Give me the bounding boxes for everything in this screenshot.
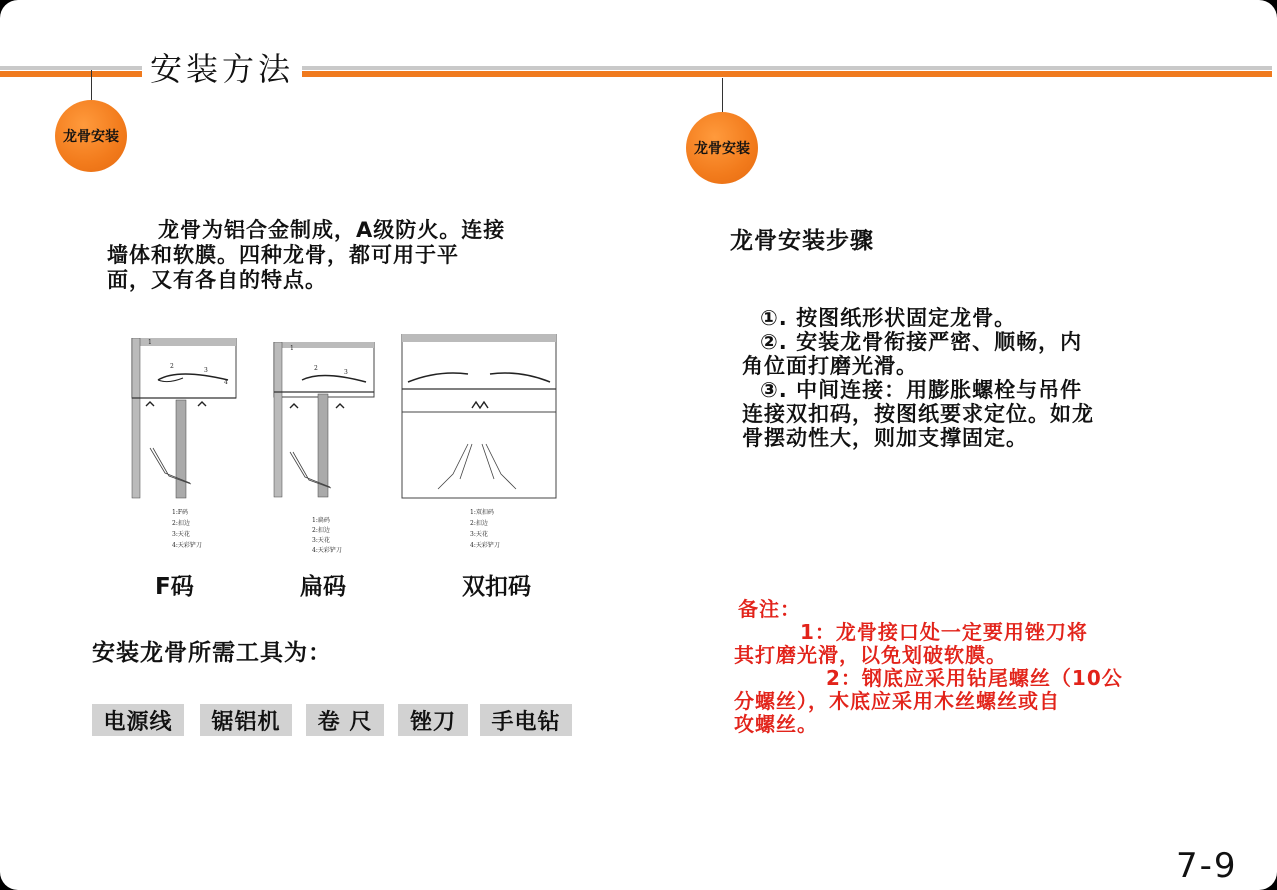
diagram-legend-item: 3:天花 — [172, 531, 190, 538]
note-line-4: 分螺丝），木底应采用木丝螺丝或自 — [734, 689, 1060, 713]
diagram-legend-item: 1:扁码 — [312, 517, 330, 524]
svg-text:2: 2 — [314, 365, 318, 372]
note-line-2: 其打磨光滑，以免划破软膜。 — [734, 643, 1007, 667]
note-title: 备注： — [738, 597, 801, 621]
svg-text:2: 2 — [170, 363, 174, 370]
header-rule-gray-right — [302, 66, 1272, 70]
diagram-legend-item: 4:天彩铲刀 — [312, 547, 342, 554]
tools-heading: 安装龙骨所需工具为： — [92, 640, 332, 666]
note-line-1: 1：龙骨接口处一定要用锉刀将 — [800, 620, 1088, 644]
step-line-6: 骨摆动性大，则加支撑固定。 — [742, 426, 1028, 450]
intro-line-2: 墙体和软膜。四种龙骨，都可用于平 — [107, 243, 459, 267]
intro-line-1: 龙骨为铝合金制成，A级防火。连接 — [158, 218, 506, 242]
tool-aluminum-saw: 锯铝机 — [200, 704, 292, 736]
diagram-legend-item: 2:扣边 — [172, 520, 190, 527]
step-line-5: 连接双扣码，按图纸要求定位。如龙 — [742, 402, 1094, 426]
svg-text:1: 1 — [148, 339, 152, 346]
header-rule-gray — [0, 66, 142, 70]
svg-text:3: 3 — [344, 369, 348, 376]
steps-heading: 龙骨安装步骤 — [730, 228, 874, 254]
diagram-legend-item: 3:天花 — [312, 537, 330, 544]
diagram-label-double-code: 双扣码 — [462, 574, 531, 600]
diagram-legend-item: 4:天彩铲刀 — [172, 542, 202, 549]
section-badge-right: 龙骨安装 — [686, 112, 758, 184]
header-rule-orange — [0, 71, 142, 77]
svg-text:1: 1 — [290, 345, 294, 352]
diagram-legend-item: 2:扣边 — [312, 527, 330, 534]
diagram-legend-item: 3:天花 — [470, 531, 488, 538]
tool-file: 锉刀 — [398, 704, 468, 736]
badge-stem-right — [722, 78, 723, 112]
diagram-f-code — [128, 338, 243, 558]
diagram-legend-item: 2:扣边 — [470, 520, 488, 527]
note-line-3: 2：钢底应采用钻尾螺丝（10公 — [826, 666, 1123, 690]
diagram-double-code — [398, 334, 560, 556]
diagram-legend-item: 1:F码 — [172, 509, 189, 516]
svg-text:4: 4 — [224, 379, 228, 386]
tool-hand-drill: 手电钻 — [480, 704, 572, 736]
diagram-flat-code — [270, 342, 380, 557]
step-line-1: ①. 按图纸形状固定龙骨。 — [760, 306, 1017, 330]
section-badge-left: 龙骨安装 — [55, 100, 127, 172]
tool-tape-measure: 卷 尺 — [306, 704, 384, 736]
diagram-legend-item: 1:双扣码 — [470, 509, 494, 516]
tool-power-cable: 电源线 — [92, 704, 184, 736]
page-number: 7-9 — [1176, 846, 1238, 886]
step-line-4: ③. 中间连接：用膨胀螺栓与吊件 — [760, 378, 1083, 402]
page-title: 安装方法 — [150, 50, 295, 88]
intro-line-3: 面，又有各自的特点。 — [107, 268, 327, 292]
diagram-label-f-code: F码 — [155, 574, 194, 600]
diagram-legend-item: 4:天彩铲刀 — [470, 542, 500, 549]
step-line-3: 角位面打磨光滑。 — [742, 354, 918, 378]
svg-text:3: 3 — [204, 367, 208, 374]
header-rule-orange-right — [302, 71, 1272, 77]
badge-stem-left — [91, 70, 92, 102]
diagram-label-flat-code: 扁码 — [300, 574, 346, 600]
step-line-2: ②. 安装龙骨衔接严密、顺畅，内 — [760, 330, 1083, 354]
note-line-5: 攻螺丝。 — [734, 712, 818, 736]
